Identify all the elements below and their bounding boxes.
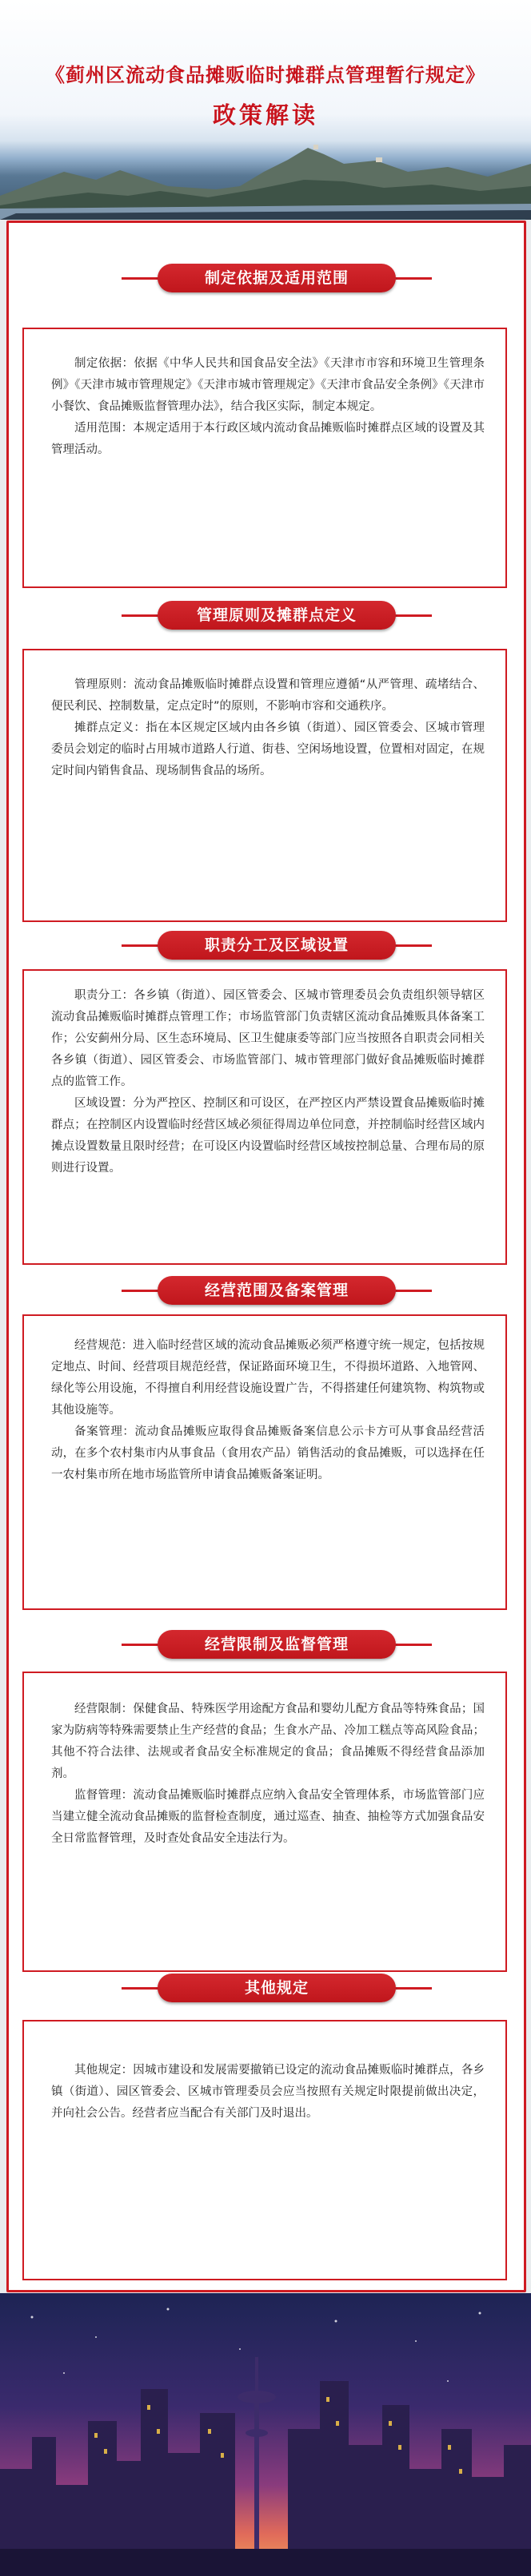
paragraph: 区域设置：分为严控区、控制区和可设区，在严控区内严禁设置食品摊贩临时摊群点；在控制区内设置临时经营区域必须征得周边单位同意，并控制临时经营区域内摊点设置数量且限时经营；在可设区内设置临时经营区域按控制总量、合理布局的原则进行设置。 xyxy=(51,1097,485,1175)
section-text-box xyxy=(22,1314,507,1610)
section-restrictions-supervision xyxy=(10,1630,520,1982)
paragraph: 制定依据：依据《中华人民共和国食品安全法》《天津市市容和环境卫生管理条例》《天津市城市管理规定》《天津市城市管理规定》《天津市食品安全条例》《天津市小餐饮、食品摊贩监督管理办法》，结合我区实际，制定本规定。 xyxy=(51,357,485,413)
mountain-landscape-image xyxy=(0,140,531,220)
paragraph: 经营限制：保健食品、特殊医学用途配方食品和婴幼儿配方食品等特殊食品；国家为防病等特殊需要禁止生产经营的食品；生食水产品、冷加工糕点等高风险食品；其他不符合法律、法规或者食品安全标准规定的食品；食品摊贩不得经营食品添加剂。 xyxy=(51,1703,485,1780)
section-other-provisions xyxy=(10,1974,520,2285)
section-heading: 经营限制及监督管理 xyxy=(158,1630,396,1659)
section-scope-filing xyxy=(10,1276,520,1620)
paragraph: 管理原则：流动食品摊贩临时摊群点设置和管理应遵循“从严管理、疏堵结合、便民利民、控制数量，定点定时”的原则，不影响市容和交通秩序。 xyxy=(51,678,485,713)
section-heading: 职责分工及区域设置 xyxy=(158,931,396,960)
paragraph: 经营规范：进入临时经营区域的流动食品摊贩必须严格遵守统一规定，包括按规定地点、时间、经营项目规范经营，保证路面环境卫生，不得损坏道路、入地管网、绿化等公用设施，不得擅自利用经营设施设置广告，不得搭建任何建筑物、构筑物或其他设施等。 xyxy=(51,1339,485,1417)
section-duties-zones xyxy=(10,931,520,1274)
section-heading: 管理原则及摊群点定义 xyxy=(158,601,396,630)
section-text-box xyxy=(22,649,507,922)
city-skyline-image xyxy=(0,2293,531,2576)
section-heading: 制定依据及适用范围 xyxy=(158,264,396,292)
page-subtitle: 政策解读 xyxy=(212,101,318,129)
paragraph: 备案管理：流动食品摊贩应取得食品摊贩备案信息公示卡方可从事食品经营活动，在多个农村集市内从事食品（食用农产品）销售活动的食品摊贩，可以选择在任一农村集市所在地市场监管所申请食品摊贩备案证明。 xyxy=(51,1425,485,1481)
paragraph: 摊群点定义：指在本区规定区域内由各乡镇（街道）、园区管委会、区城市管理委员会划定的临时占用城市道路人行道、街巷、空闲场地设置，位置相对固定，在规定时间内销售食品、现场制售食品的场所。 xyxy=(51,722,485,777)
section-text-box xyxy=(22,1672,507,1972)
skyline-illustration xyxy=(0,2293,531,2576)
paragraph: 其他规定：因城市建设和发展需要撤销已设定的流动食品摊贩临时摊群点，各乡镇（街道）、园区管委会、区城市管理委员会应当按照有关规定时限提前做出决定，并向社会公告。经营者应当配合有关部门及时退出。 xyxy=(51,2064,485,2120)
section-heading: 经营范围及备案管理 xyxy=(158,1276,396,1305)
section-text-box xyxy=(22,328,507,588)
paragraph: 监督管理：流动食品摊贩临时摊群点应纳入食品安全管理体系，市场监管部门应当建立健全流动食品摊贩的监督检查制度，通过巡查、抽查、抽检等方式加强食品安全日常监督管理，及时查处食品安全违法行为。 xyxy=(51,1789,485,1845)
section-principles-definition xyxy=(10,601,520,936)
paragraph: 适用范围：本规定适用于本行政区域内流动食品摊贩临时摊群点区域的设置及其管理活动。 xyxy=(51,422,485,456)
section-heading: 其他规定 xyxy=(158,1974,396,2002)
paragraph: 职责分工：各乡镇（街道）、园区管委会、区城市管理委员会负责组织领导辖区流动食品摊贩临时摊群点管理工作；市场监管部门负责辖区流动食品摊贩具体备案工作；公安蓟州分局、区生态环境局、区卫生健康委等部门应当按照各自职责会同相关各乡镇（街道）、园区管委会、市场监管部门、城市管理部门做好食品摊贩临时摊群点的监管工作。 xyxy=(51,989,485,1088)
section-basis-scope xyxy=(10,264,520,599)
header-banner xyxy=(0,0,531,220)
page-title: 《蓟州区流动食品摊贩临时摊群点管理暂行规定》 xyxy=(46,64,485,86)
section-text-box xyxy=(22,2020,507,2280)
section-text-box xyxy=(22,969,507,1265)
